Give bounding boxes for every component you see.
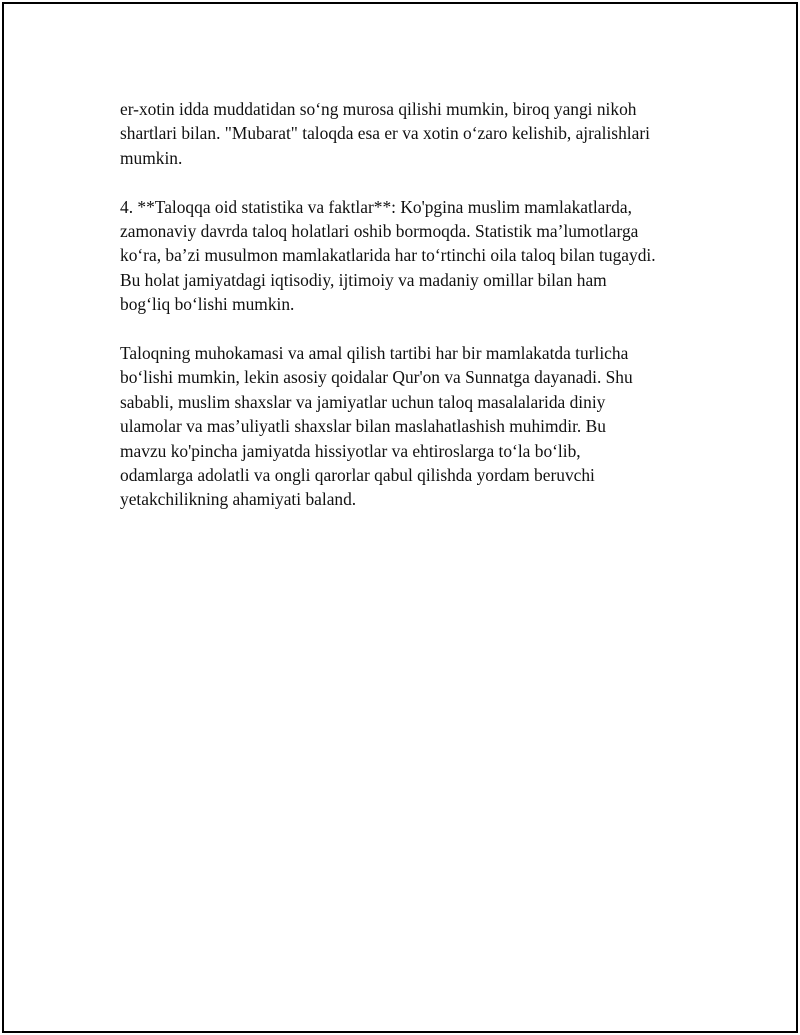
text-line: mavzu ko'pincha jamiyatda hissiyotlar va ehtiroslarga to‘la bo‘lib,	[120, 440, 581, 461]
text-line: odamlarga adolatli va ongli qarorlar qabul qilishda yordam beruvchi	[120, 465, 595, 486]
text-line: ulamolar va mas’uliyatli shaxslar bilan maslahatlashish muhimdir. Bu	[120, 416, 606, 437]
text-line: ko‘ra, ba’zi musulmon mamlakatlarida har to‘rtinchi oila taloq bilan tugaydi.	[120, 245, 656, 266]
text-line: er-xotin idda muddatidan so‘ng murosa qilishi mumkin, biroq yangi nikoh	[120, 99, 637, 119]
paragraph-1	[120, 97, 710, 170]
text-line: mumkin.	[120, 147, 183, 168]
text-line: bo‘lishi mumkin, lekin asosiy qoidalar Qur'on va Sunnatga dayanadi. Shu	[120, 367, 633, 388]
text-line: sababli, muslim shaxslar va jamiyatlar uchun taloq masalalarida diniy	[120, 391, 606, 412]
text-line: 4. **Taloqqa oid statistika va faktlar**: Ko'pgina muslim mamlakatlarda,	[120, 196, 632, 217]
paragraph-3	[120, 341, 710, 512]
text-line: Taloqning muhokamasi va amal qilish tartibi har bir mamlakatda turlicha	[120, 343, 629, 364]
document-body	[120, 97, 710, 536]
text-line: Bu holat jamiyatdagi iqtisodiy, ijtimoiy va madaniy omillar bilan ham	[120, 269, 607, 290]
text-line: shartlari bilan. "Mubarat" taloqda esa er va xotin o‘zaro kelishib, ajralishlari	[120, 123, 650, 144]
text-line: yetakchilikning ahamiyati baland.	[120, 489, 357, 510]
text-line: bog‘liq bo‘lishi mumkin.	[120, 294, 295, 315]
paragraph-2	[120, 195, 710, 317]
page-frame	[2, 2, 798, 1033]
text-line: zamonaviy davrda taloq holatlari oshib bormoqda. Statistik ma’lumotlarga	[120, 221, 639, 242]
